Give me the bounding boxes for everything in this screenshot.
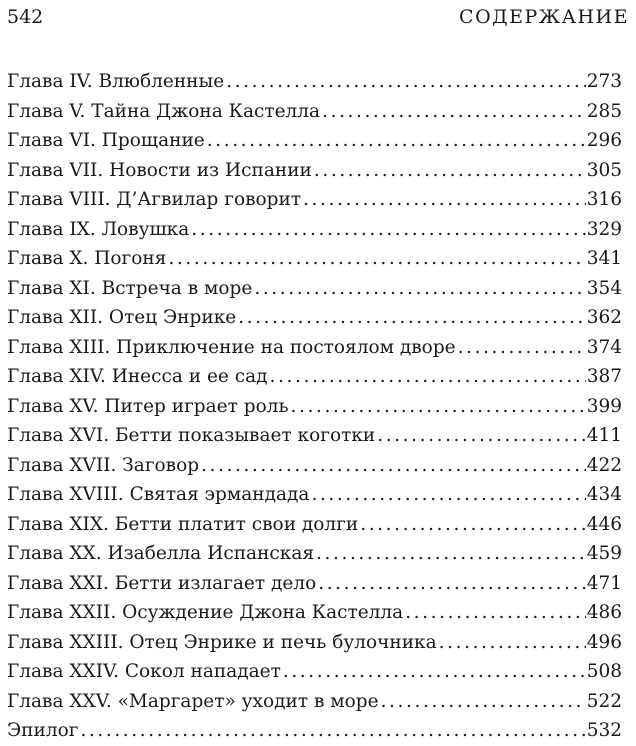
toc-entry-page-number: 496 <box>586 631 622 653</box>
toc-entry-title: Глава IV. Влюбленные <box>7 71 225 92</box>
toc-entry <box>7 716 622 746</box>
dot-leader <box>360 510 585 540</box>
toc-entry-title: Глава XX. Изабелла Испанская <box>7 543 315 564</box>
toc-entry <box>7 421 622 451</box>
dot-leader <box>254 274 585 304</box>
toc-entry <box>7 126 622 156</box>
toc-entry <box>7 244 622 274</box>
dot-leader <box>314 156 586 186</box>
toc-entry-title: Глава XIX. Бетти платит свои долги <box>7 513 359 535</box>
dot-leader <box>283 657 586 687</box>
toc-entry <box>7 215 622 245</box>
toc-entry-title: Глава XVIII. Святая эрмандада <box>7 484 310 505</box>
toc-entry-title: Глава V. Тайна Джона Кастелла <box>7 100 321 122</box>
toc-entry <box>7 687 622 717</box>
dot-leader <box>458 333 586 363</box>
dot-leader <box>322 97 586 127</box>
dot-leader <box>316 539 586 569</box>
toc-entry <box>7 598 622 628</box>
dot-leader <box>303 185 586 215</box>
toc-entry-page-number: 273 <box>586 71 622 92</box>
page-header <box>7 6 629 34</box>
toc-entry-page-number: 285 <box>586 100 622 122</box>
dot-leader <box>381 687 586 717</box>
toc-entry <box>7 451 622 481</box>
toc-entry-page-number: 508 <box>586 661 622 682</box>
toc-entry-title: Глава XVII. Заговор <box>7 454 200 476</box>
dot-leader <box>439 628 586 658</box>
dot-leader <box>318 569 585 599</box>
toc-entry <box>7 392 622 422</box>
toc-entry-page-number: 522 <box>586 690 622 712</box>
dot-leader <box>191 215 585 245</box>
toc-entry-page-number: 411 <box>586 425 622 446</box>
dot-leader <box>226 67 586 97</box>
toc-entry <box>7 569 622 599</box>
toc-entry-page-number: 329 <box>586 218 622 240</box>
dot-leader <box>311 480 585 510</box>
toc-entry-page-number: 362 <box>586 307 622 328</box>
toc-entry-page-number: 374 <box>586 336 622 358</box>
toc-entry-page-number: 446 <box>586 513 622 535</box>
toc-entry-page-number: 316 <box>586 189 622 210</box>
toc-entry-page-number: 387 <box>586 366 622 387</box>
toc-entry-page-number: 354 <box>586 277 622 299</box>
toc-entry <box>7 510 622 540</box>
dot-leader <box>377 421 585 451</box>
toc-entry-title: Глава XIV. Инесса и ее сад <box>7 366 268 387</box>
toc-entry-page-number: 422 <box>586 454 622 476</box>
toc-entry-page-number: 459 <box>586 543 622 564</box>
table-of-contents <box>7 67 622 746</box>
toc-entry-page-number: 486 <box>586 602 622 623</box>
dot-leader <box>80 716 585 746</box>
toc-entry-page-number: 471 <box>586 572 622 594</box>
toc-entry <box>7 156 622 186</box>
toc-entry-page-number: 296 <box>586 130 622 151</box>
toc-entry <box>7 185 622 215</box>
toc-entry-page-number: 399 <box>586 395 622 417</box>
toc-entry-title: Глава XXV. «Маргарет» уходит в море <box>7 690 379 712</box>
toc-entry-title: Глава XVI. Бетти показывает коготки <box>7 425 376 446</box>
dot-leader <box>405 598 585 628</box>
dot-leader <box>201 451 586 481</box>
toc-entry <box>7 333 622 363</box>
toc-entry-page-number: 532 <box>586 720 622 741</box>
toc-entry-page-number: 305 <box>586 159 622 181</box>
toc-entry <box>7 628 622 658</box>
toc-entry-title: Глава VI. Прощание <box>7 130 205 151</box>
dot-leader <box>168 244 585 274</box>
running-title: СОДЕРЖАНИЕ <box>459 6 629 28</box>
toc-entry <box>7 303 622 333</box>
toc-entry-title: Глава X. Погоня <box>7 248 167 269</box>
toc-entry <box>7 539 622 569</box>
toc-entry-page-number: 434 <box>586 484 622 505</box>
toc-entry-title: Глава XXIII. Отец Энрике и печь булочника <box>7 631 437 653</box>
toc-entry <box>7 67 622 97</box>
toc-entry <box>7 657 622 687</box>
dot-leader <box>291 392 586 422</box>
page-number: 542 <box>7 6 44 28</box>
toc-entry-title: Глава XV. Питер играет роль <box>7 395 289 417</box>
toc-entry-title: Глава VII. Новости из Испании <box>7 159 312 181</box>
toc-entry-page-number: 341 <box>586 248 622 269</box>
toc-entry-title: Глава XXIV. Сокол нападает <box>7 661 281 682</box>
toc-entry <box>7 97 622 127</box>
toc-entry-title: Глава XXI. Бетти излагает дело <box>7 572 317 594</box>
toc-entry-title: Глава XIII. Приключение на постоялом дворе <box>7 336 456 358</box>
toc-entry-title: Эпилог <box>7 720 79 741</box>
toc-entry <box>7 480 622 510</box>
toc-entry-title: Глава VIII. Д’Агвилар говорит <box>7 189 302 210</box>
dot-leader <box>207 126 586 156</box>
toc-entry <box>7 362 622 392</box>
toc-entry-title: Глава XI. Встреча в море <box>7 277 253 299</box>
toc-entry-title: Глава XXII. Осуждение Джона Кастелла <box>7 602 404 623</box>
toc-entry-title: Глава XII. Отец Энрике <box>7 307 237 328</box>
toc-entry-title: Глава IX. Ловушка <box>7 218 190 240</box>
toc-entry <box>7 274 622 304</box>
dot-leader <box>270 362 586 392</box>
dot-leader <box>238 303 585 333</box>
